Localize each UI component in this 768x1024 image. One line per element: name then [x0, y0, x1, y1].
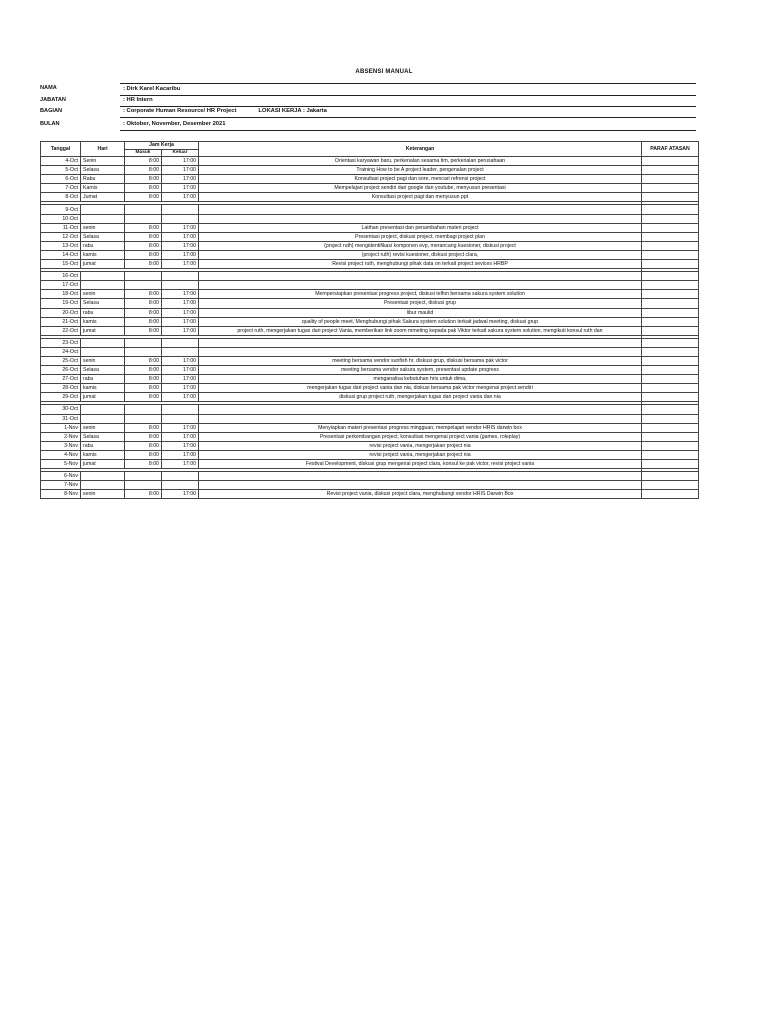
cell-masuk [125, 338, 162, 347]
cell-ket [199, 481, 642, 490]
cell-paraf [642, 175, 699, 184]
cell-paraf [642, 290, 699, 299]
table-row [41, 317, 699, 326]
cell-ket: Presentasi project, diskusi grup [199, 299, 642, 308]
cell-keluar [162, 414, 199, 423]
cell-ket: diskusi grup project ruth, mengerjakan tugas dari project vania dan nia [199, 393, 642, 402]
cell-keluar [162, 214, 199, 223]
cell-ket: Revisi project ruth, menghubungi pihak data on terkait project sevices HRBP [199, 260, 642, 269]
cell-masuk: 8:00 [125, 490, 162, 499]
table-row [41, 326, 699, 335]
cell-paraf [642, 166, 699, 175]
cell-masuk: 8:00 [125, 356, 162, 365]
cell-hari: senin [81, 356, 125, 365]
cell-masuk: 8:00 [125, 157, 162, 166]
cell-tanggal: 22-Oct [41, 326, 81, 335]
cell-hari: rabu [81, 241, 125, 250]
cell-tanggal: 1-Nov [41, 423, 81, 432]
cell-masuk: 8:00 [125, 326, 162, 335]
cell-paraf [642, 384, 699, 393]
cell-ket: Mempelajari project sendiri dari google dan youtube, menyusun presentasi [199, 184, 642, 193]
cell-paraf [642, 366, 699, 375]
cell-hari: Kamis [81, 184, 125, 193]
cell-keluar: 17:00 [162, 232, 199, 241]
cell-paraf [642, 184, 699, 193]
cell-paraf [642, 241, 699, 250]
table-row [41, 347, 699, 356]
cell-masuk: 8:00 [125, 299, 162, 308]
cell-hari: senin [81, 223, 125, 232]
cell-tanggal: 20-Oct [41, 308, 81, 317]
cell-ket [199, 472, 642, 481]
cell-tanggal: 12-Oct [41, 232, 81, 241]
cell-ket: Mempersiapkan presentasi progress project, diskusi telfon bersama sakura system solution [199, 290, 642, 299]
cell-masuk [125, 347, 162, 356]
table-row [41, 184, 699, 193]
cell-keluar: 17:00 [162, 490, 199, 499]
cell-hari [81, 338, 125, 347]
cell-ket [199, 338, 642, 347]
cell-ket [199, 347, 642, 356]
cell-ket: revisi project vania, mengerjakan project nia [199, 441, 642, 450]
cell-tanggal: 5-Nov [41, 460, 81, 469]
cell-tanggal: 26-Oct [41, 366, 81, 375]
table-row [41, 241, 699, 250]
cell-paraf [642, 317, 699, 326]
table-row [41, 441, 699, 450]
cell-keluar: 17:00 [162, 193, 199, 202]
cell-ket: (project ruth) mengidentifikasi komponen evp, merancang kuesioner, diskusi project [199, 241, 642, 250]
cell-paraf [642, 414, 699, 423]
cell-paraf [642, 432, 699, 441]
cell-tanggal: 21-Oct [41, 317, 81, 326]
cell-ket [199, 272, 642, 281]
cell-paraf [642, 481, 699, 490]
table-row [41, 308, 699, 317]
cell-keluar: 17:00 [162, 157, 199, 166]
cell-hari [81, 472, 125, 481]
cell-keluar [162, 405, 199, 414]
cell-masuk: 8:00 [125, 441, 162, 450]
cell-masuk: 8:00 [125, 232, 162, 241]
info-label: BULAN [40, 121, 60, 127]
cell-hari [81, 272, 125, 281]
cell-hari: Selasa [81, 299, 125, 308]
cell-masuk: 8:00 [125, 175, 162, 184]
cell-keluar: 17:00 [162, 250, 199, 259]
cell-paraf [642, 272, 699, 281]
cell-masuk: 8:00 [125, 423, 162, 432]
cell-ket [199, 214, 642, 223]
cell-ket: (project ruth) revisi kuesioner, diskusi project clara, [199, 250, 642, 259]
cell-hari: jumat [81, 326, 125, 335]
cell-paraf [642, 326, 699, 335]
info-value: : Oktober, November, Desember 2021 [120, 119, 696, 131]
cell-paraf [642, 490, 699, 499]
cell-paraf [642, 347, 699, 356]
cell-keluar: 17:00 [162, 241, 199, 250]
info-value: : Dirk Karel Kacaribu [120, 83, 696, 96]
cell-keluar [162, 347, 199, 356]
cell-tanggal: 4-Oct [41, 157, 81, 166]
cell-hari: kamis [81, 384, 125, 393]
cell-keluar: 17:00 [162, 460, 199, 469]
header-tanggal: Tanggal [41, 142, 81, 157]
cell-hari: kamis [81, 317, 125, 326]
cell-tanggal: 7-Oct [41, 184, 81, 193]
cell-keluar: 17:00 [162, 441, 199, 450]
cell-paraf [642, 375, 699, 384]
table-row [41, 490, 699, 499]
cell-masuk: 8:00 [125, 308, 162, 317]
table-row [41, 472, 699, 481]
cell-hari: jumat [81, 260, 125, 269]
lokasi-kerja: LOKASI KERJA : Jakarta [258, 108, 327, 114]
cell-masuk: 8:00 [125, 223, 162, 232]
table-row [41, 375, 699, 384]
table-row [41, 193, 699, 202]
cell-ket: Latihan presentasi dan penambahan materi project [199, 223, 642, 232]
cell-ket: mengerjakan tugas dari project vania dan nia, diskusi bersama pak victor mengenai project sendiri [199, 384, 642, 393]
cell-hari [81, 414, 125, 423]
cell-ket [199, 205, 642, 214]
cell-ket: Festival Development, diskusi grup mengenai project clara, konsul ke pak victor, revisi project vania [199, 460, 642, 469]
table-row [41, 414, 699, 423]
cell-keluar: 17:00 [162, 299, 199, 308]
cell-hari: kamis [81, 250, 125, 259]
cell-tanggal: 13-Oct [41, 241, 81, 250]
cell-hari: Selasa [81, 232, 125, 241]
cell-ket: Revisi project vania, diskusi project clara, menghubungi vendor HRIS Darwin Box [199, 490, 642, 499]
cell-masuk: 8:00 [125, 193, 162, 202]
cell-keluar: 17:00 [162, 326, 199, 335]
table-row [41, 460, 699, 469]
cell-paraf [642, 205, 699, 214]
info-label: NAMA [40, 85, 57, 91]
header-keluar: Keluar [162, 150, 199, 157]
cell-keluar: 17:00 [162, 423, 199, 432]
cell-hari: Selasa [81, 432, 125, 441]
table-row [41, 450, 699, 459]
info-label: JABATAN [40, 97, 66, 103]
cell-tanggal: 24-Oct [41, 347, 81, 356]
cell-ket: Konsultasi project pagi dan sore, mencari refrensi project [199, 175, 642, 184]
cell-paraf [642, 232, 699, 241]
cell-masuk: 8:00 [125, 432, 162, 441]
cell-keluar: 17:00 [162, 260, 199, 269]
cell-masuk: 8:00 [125, 384, 162, 393]
cell-hari: Selasa [81, 366, 125, 375]
cell-hari: senin [81, 290, 125, 299]
cell-hari [81, 281, 125, 290]
cell-hari: kamis [81, 450, 125, 459]
cell-tanggal: 31-Oct [41, 414, 81, 423]
cell-ket: revisi project vania, mengerjakan project nia [199, 450, 642, 459]
cell-tanggal: 3-Nov [41, 441, 81, 450]
cell-keluar: 17:00 [162, 366, 199, 375]
cell-tanggal: 17-Oct [41, 281, 81, 290]
info-row-bagian [40, 106, 696, 120]
document-title: ABSENSI MANUAL [355, 69, 413, 75]
info-value: : HR Intern [120, 95, 696, 107]
cell-keluar: 17:00 [162, 356, 199, 365]
cell-tanggal: 27-Oct [41, 375, 81, 384]
cell-paraf [642, 460, 699, 469]
cell-masuk [125, 472, 162, 481]
cell-paraf [642, 223, 699, 232]
table-row [41, 232, 699, 241]
cell-paraf [642, 250, 699, 259]
cell-tanggal: 15-Oct [41, 260, 81, 269]
cell-ket: Orientasi karyawan baru, perkenalan sesama tim, perkenalan perusahaan [199, 157, 642, 166]
table-row [41, 157, 699, 166]
table-row [41, 432, 699, 441]
table-row [41, 205, 699, 214]
cell-hari: Rabu [81, 175, 125, 184]
cell-masuk: 8:00 [125, 166, 162, 175]
table-row [41, 214, 699, 223]
cell-hari: senin [81, 490, 125, 499]
attendance-table [40, 141, 699, 499]
cell-tanggal: 2-Nov [41, 432, 81, 441]
cell-masuk [125, 205, 162, 214]
cell-paraf [642, 393, 699, 402]
cell-tanggal: 4-Nov [41, 450, 81, 459]
info-row-bulan [40, 119, 696, 133]
cell-paraf [642, 441, 699, 450]
cell-ket [199, 281, 642, 290]
cell-ket: meeting bersama vendor sakura system, presentasi update progress [199, 366, 642, 375]
cell-keluar [162, 272, 199, 281]
cell-tanggal: 11-Oct [41, 223, 81, 232]
cell-hari: rabu [81, 375, 125, 384]
table-row [41, 384, 699, 393]
cell-tanggal: 19-Oct [41, 299, 81, 308]
cell-keluar: 17:00 [162, 184, 199, 193]
header-paraf-atasan: PARAF ATASAN [642, 142, 699, 157]
cell-hari [81, 405, 125, 414]
cell-ket: quality of people meet, Menghubungi pihak Sakura system solution terkait jadwal meeting, diskusi grup [199, 317, 642, 326]
cell-paraf [642, 405, 699, 414]
cell-hari [81, 205, 125, 214]
table-row [41, 250, 699, 259]
cell-tanggal: 28-Oct [41, 384, 81, 393]
cell-masuk: 8:00 [125, 375, 162, 384]
header-keterangan: Keterangan [199, 142, 642, 157]
cell-keluar: 17:00 [162, 290, 199, 299]
cell-tanggal: 14-Oct [41, 250, 81, 259]
cell-ket: menganalisa kebutuhan hris untuk dima, [199, 375, 642, 384]
cell-paraf [642, 193, 699, 202]
cell-ket [199, 414, 642, 423]
cell-tanggal: 7-Nov [41, 481, 81, 490]
table-row [41, 290, 699, 299]
cell-keluar: 17:00 [162, 317, 199, 326]
cell-masuk [125, 405, 162, 414]
cell-ket: project ruth, mengerjakan tugas dari project Vania, memberikan link zoom mmeting kepada pak Viktor terkait sakura system solution, mengikuti konsul ruth dan [199, 326, 642, 335]
cell-masuk: 8:00 [125, 290, 162, 299]
cell-paraf [642, 472, 699, 481]
cell-hari: Selasa [81, 166, 125, 175]
cell-keluar: 17:00 [162, 450, 199, 459]
cell-paraf [642, 157, 699, 166]
cell-hari: senin [81, 423, 125, 432]
cell-ket: libur maulid [199, 308, 642, 317]
cell-keluar: 17:00 [162, 432, 199, 441]
table-row [41, 393, 699, 402]
cell-keluar: 17:00 [162, 175, 199, 184]
cell-tanggal: 6-Oct [41, 175, 81, 184]
table-row [41, 423, 699, 432]
cell-hari: rabu [81, 308, 125, 317]
cell-keluar: 17:00 [162, 308, 199, 317]
cell-keluar: 17:00 [162, 393, 199, 402]
cell-masuk: 8:00 [125, 184, 162, 193]
cell-hari: jumat [81, 393, 125, 402]
cell-paraf [642, 308, 699, 317]
cell-masuk: 8:00 [125, 317, 162, 326]
cell-hari: Jumat [81, 193, 125, 202]
cell-tanggal: 23-Oct [41, 338, 81, 347]
cell-hari [81, 481, 125, 490]
table-row [41, 260, 699, 269]
cell-keluar [162, 281, 199, 290]
cell-tanggal: 29-Oct [41, 393, 81, 402]
table-row [41, 281, 699, 290]
cell-paraf [642, 214, 699, 223]
cell-masuk [125, 281, 162, 290]
table-header-row [41, 142, 699, 150]
cell-hari: jumat [81, 460, 125, 469]
cell-keluar [162, 338, 199, 347]
cell-masuk: 8:00 [125, 393, 162, 402]
cell-keluar: 17:00 [162, 375, 199, 384]
table-row [41, 175, 699, 184]
table-row [41, 272, 699, 281]
table-row [41, 481, 699, 490]
cell-ket: Training How to be A project leader, pengenalan project [199, 166, 642, 175]
cell-masuk: 8:00 [125, 250, 162, 259]
info-label: BAGIAN [40, 108, 63, 114]
cell-masuk: 8:00 [125, 460, 162, 469]
cell-paraf [642, 356, 699, 365]
cell-keluar: 17:00 [162, 166, 199, 175]
cell-masuk [125, 272, 162, 281]
header-jam-kerja: Jam Kerja [125, 142, 199, 150]
cell-tanggal: 8-Oct [41, 193, 81, 202]
cell-masuk: 8:00 [125, 366, 162, 375]
cell-keluar: 17:00 [162, 384, 199, 393]
table-row [41, 299, 699, 308]
cell-ket: Presentasi perkembangan project, konsultasi mengenai project vania (games, roleplay) [199, 432, 642, 441]
cell-keluar: 17:00 [162, 223, 199, 232]
cell-masuk: 8:00 [125, 450, 162, 459]
table-row [41, 405, 699, 414]
cell-paraf [642, 423, 699, 432]
cell-tanggal: 25-Oct [41, 356, 81, 365]
cell-ket: Konsultasi project pagi dan menyusun ppt [199, 193, 642, 202]
table-row [41, 338, 699, 347]
table-row [41, 366, 699, 375]
info-value: : Corporate Human Resource/ HR Project LOKASI KERJA : Jakarta [120, 106, 696, 118]
cell-keluar [162, 472, 199, 481]
cell-masuk [125, 481, 162, 490]
cell-paraf [642, 260, 699, 269]
cell-masuk: 8:00 [125, 241, 162, 250]
cell-masuk: 8:00 [125, 260, 162, 269]
table-row [41, 223, 699, 232]
cell-hari [81, 347, 125, 356]
cell-hari: rabu [81, 441, 125, 450]
cell-paraf [642, 338, 699, 347]
cell-ket: Presentasi project, diskusi project, membagi project plan [199, 232, 642, 241]
cell-paraf [642, 281, 699, 290]
cell-ket [199, 405, 642, 414]
table-body [41, 157, 699, 499]
cell-hari [81, 214, 125, 223]
cell-ket: Menyiapkan materi presentasi progress mingguan, mempelajari vendor HRIS darwin box [199, 423, 642, 432]
cell-tanggal: 30-Oct [41, 405, 81, 414]
cell-tanggal: 18-Oct [41, 290, 81, 299]
cell-tanggal: 6-Nov [41, 472, 81, 481]
cell-tanggal: 10-Oct [41, 214, 81, 223]
cell-keluar [162, 205, 199, 214]
cell-masuk [125, 414, 162, 423]
cell-masuk [125, 214, 162, 223]
header-hari: Hari [81, 142, 125, 157]
cell-hari: Senin [81, 157, 125, 166]
cell-tanggal: 16-Oct [41, 272, 81, 281]
cell-tanggal: 9-Oct [41, 205, 81, 214]
cell-ket: meeting bersama vendor sunfish hr, diskusi grup, diskusi bersama pak victor [199, 356, 642, 365]
cell-tanggal: 5-Oct [41, 166, 81, 175]
header-masuk: Masuk [125, 150, 162, 157]
cell-tanggal: 8-Nov [41, 490, 81, 499]
cell-keluar [162, 481, 199, 490]
cell-paraf [642, 299, 699, 308]
table-row [41, 356, 699, 365]
table-row [41, 166, 699, 175]
cell-paraf [642, 450, 699, 459]
